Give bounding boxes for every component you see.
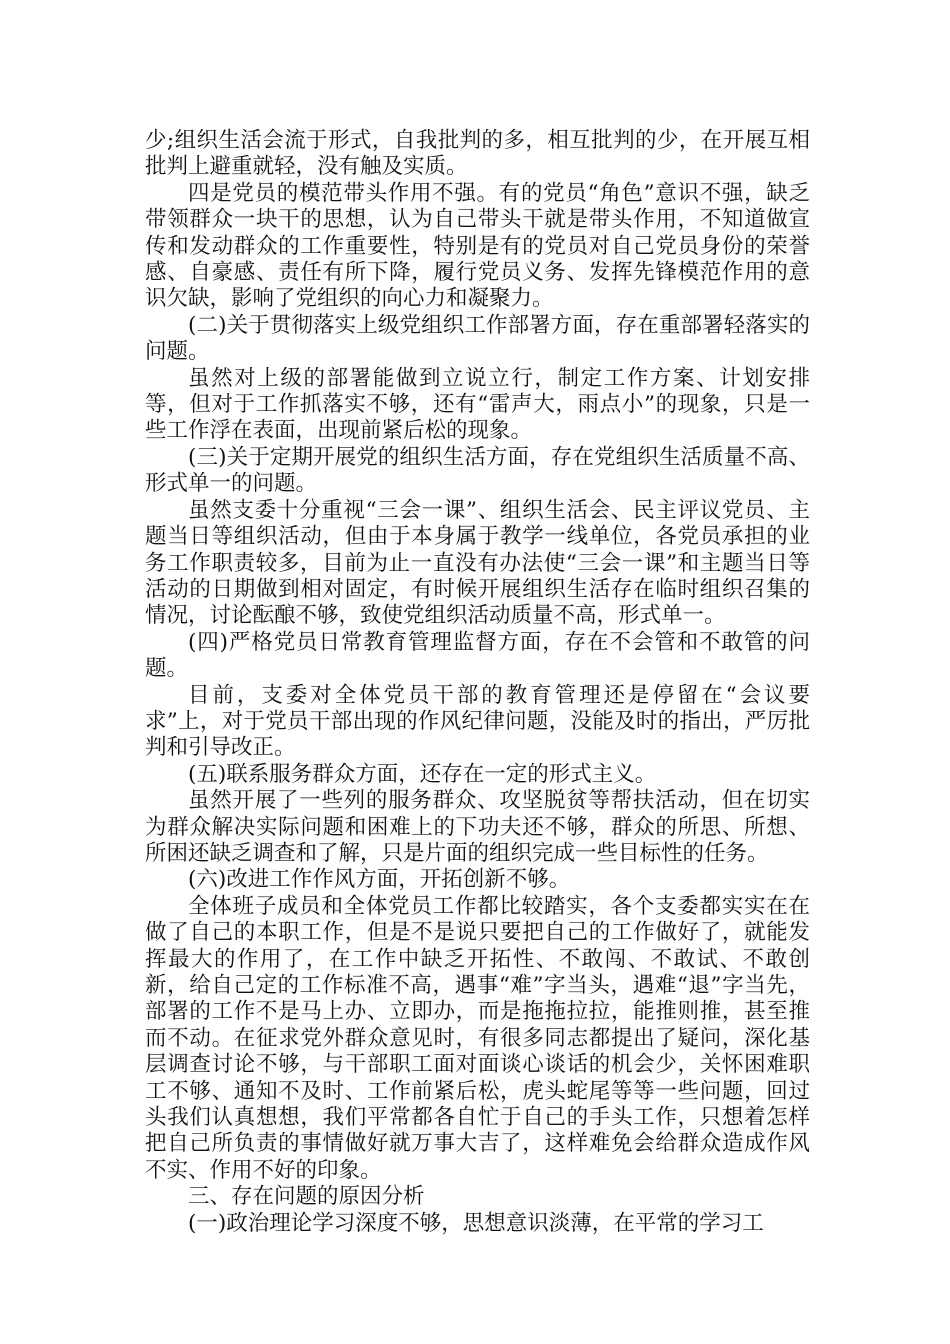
section-heading: (一)政治理论学习深度不够，思想意识淡薄，在平常的学习工 [188, 1210, 764, 1236]
paragraph: 四是党员的模范带头作用不强。有的党员“角色”意识不强，缺乏带领群众一块干的思想，认为自己带头干就是带头作用，不知道做宣传和发动群众的工作重要性，特别是有的党员对自己党员身份的荣誉感、自豪感、责任有所下降，履行党员义务、发挥先锋模范作用的意识欠缺，影响了党组织的向心力和凝聚力。 [145, 180, 810, 312]
paragraph: 虽然支委十分重视“三会一课”、组织生活会、民主评议党员、主题当日等组织活动，但由于本身属于教学一线单位，各党员承担的业务工作职责较多，目前为止一直没有办法使“三会一课”和主题当日等活动的日期做到相对固定，有时候开展组织生活存在临时组织召集的情况，讨论酝酿不够，致使党组织活动质量不高，形式单一。 [145, 497, 810, 629]
paragraph: 少;组织生活会流于形式，自我批判的多，相互批判的少，在开展互相批判上避重就轻，没有触及实质。 [145, 128, 810, 180]
section-heading: (三)关于定期开展党的组织生活方面，存在党组织生活质量不高、形式单一的问题。 [145, 444, 810, 497]
section-heading: (五)联系服务群众方面，还存在一定的形式主义。 [188, 761, 657, 787]
section-heading: (六)改进工作作风方面，开拓创新不够。 [188, 867, 571, 893]
section-heading: (二)关于贯彻落实上级党组织工作部署方面，存在重部署轻落实的问题。 [145, 312, 810, 365]
paragraph: 目前，支委对全体党员干部的教育管理还是停留在“会议要求”上，对于党员干部出现的作风纪律问题，没能及时的指出，严厉批判和引导改正。 [145, 682, 810, 761]
paragraph: 虽然对上级的部署能做到立说立行，制定工作方案、计划安排等，但对于工作抓落实不够，还有“雷声大，雨点小”的现象，只是一些工作浮在表面，出现前紧后松的现象。 [145, 365, 810, 444]
chapter-heading: 三、存在问题的原因分析 [188, 1184, 425, 1210]
paragraph: 全体班子成员和全体党员工作都比较踏实，各个支委都实实在在做了自己的本职工作，但是不是说只要把自己的工作做好了，就能发挥最大的作用了，在工作中缺乏开拓性、不敢闯、不敢试、不敢创新，给自己定的工作标准不高，遇事“难”字当头，遇难“退”字当先，部署的工作不是马上办、立即办，而是拖拖拉拉，能推则推，甚至推而不动。在征求党外群众意见时，有很多同志都提出了疑问，深化基层调查讨论不够，与干部职工面对面谈心谈话的机会少，关怀困难职工不够、通知不及时、工作前紧后松，虎头蛇尾等等一些问题，回过头我们认真想想，我们平常都各自忙于自己的手头工作，只想着怎样把自己所负责的事情做好就万事大吉了，这样难免会给群众造成作风不实、作用不好的印象。 [145, 893, 810, 1183]
paragraph: 虽然开展了一些列的服务群众、攻坚脱贫等帮扶活动，但在切实为群众解决实际问题和困难上的下功夫还不够，群众的所思、所想、所困还缺乏调查和了解，只是片面的组织完成一些目标性的任务。 [145, 788, 810, 866]
document-body [145, 128, 810, 1237]
section-heading: (四)严格党员日常教育管理监督方面，存在不会管和不敢管的问题。 [145, 629, 810, 682]
